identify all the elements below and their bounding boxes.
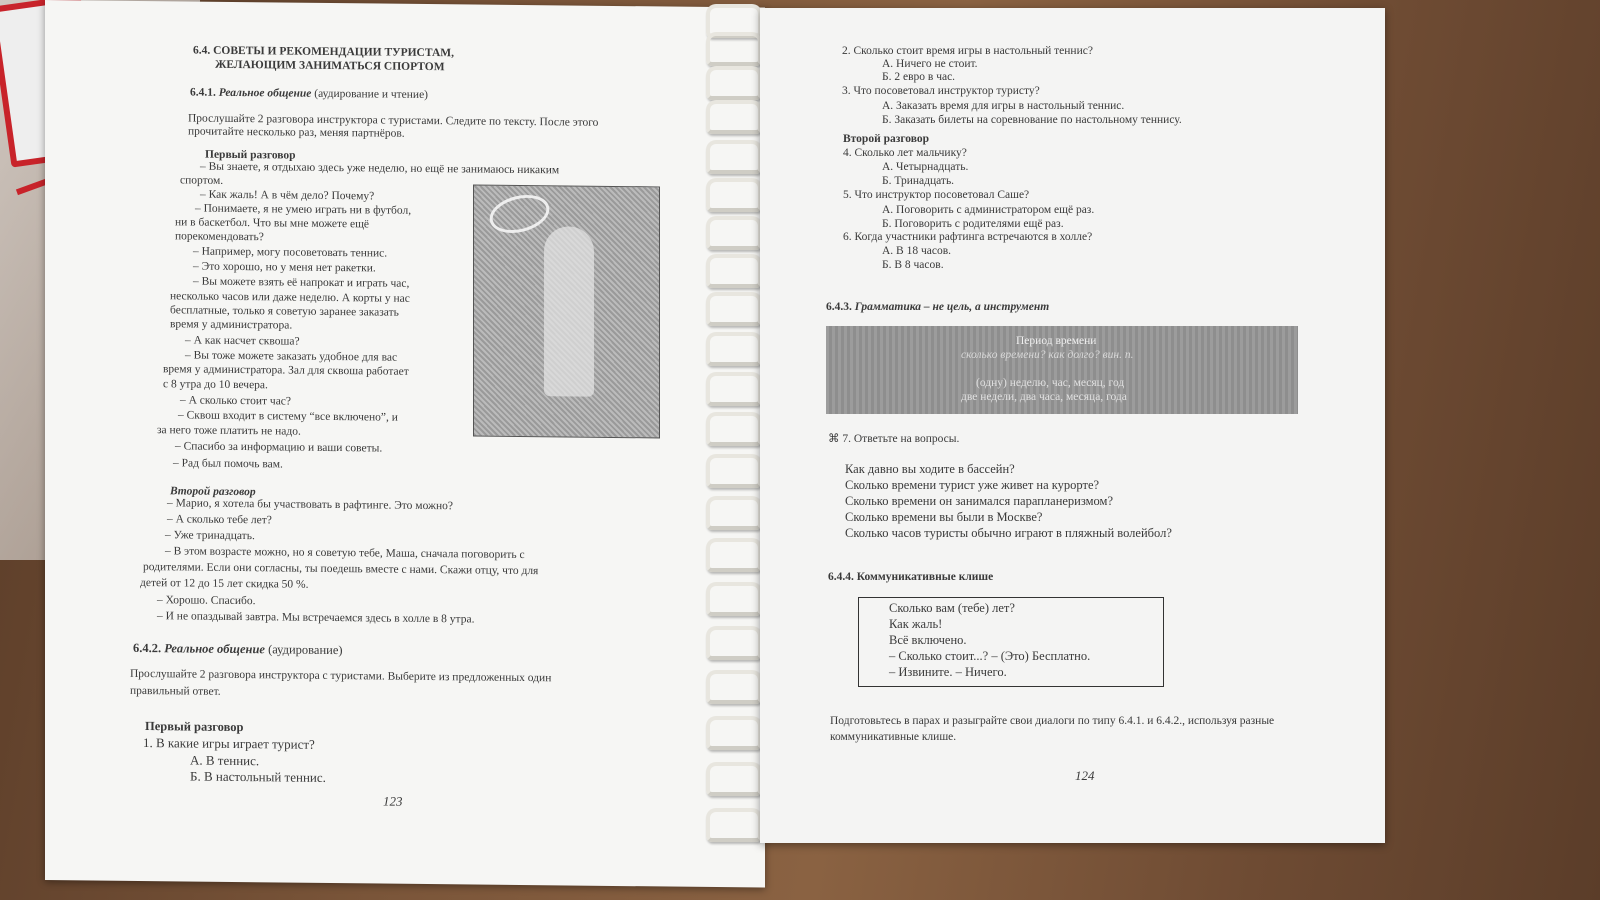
instruction: Прослушайте 2 разговора инструктора с туристами. Следите по тексту. После этого <box>188 112 599 129</box>
dialogue-line: время у администратора. Зал для сквоша работает <box>163 363 409 378</box>
exercise-7: ⌘ 7. Ответьте на вопросы. <box>828 433 960 445</box>
binding-ring <box>706 412 762 446</box>
binding-ring <box>706 454 762 488</box>
final-instruction: Подготовьтесь в парах и разыграйте свои диалоги по типу 6.4.1. и 6.4.2., используя разные <box>830 715 1275 727</box>
right-page <box>760 8 1385 843</box>
dialogue-line: – Сквош входит в систему “все включено”, и <box>178 409 398 424</box>
question: 4. Сколько лет мальчику? <box>843 147 967 159</box>
binding-ring <box>706 100 762 134</box>
dialogue-line: – Вы можете взять её напрокат и играть час, <box>193 275 410 290</box>
section-title-line2: ЖЕЛАЮЩИМ ЗАНИМАТЬСЯ СПОРТОМ <box>215 58 445 74</box>
page-number: 123 <box>383 793 403 809</box>
dialogue-line: – Например, могу посоветовать теннис. <box>193 245 388 260</box>
binding-ring <box>706 670 762 704</box>
cliche-box <box>858 597 1164 687</box>
dialogue-line: время у администратора. <box>170 318 293 332</box>
binding-ring <box>706 66 762 100</box>
answer-option: А. В 18 часов. <box>882 245 952 257</box>
binding-ring <box>706 626 762 660</box>
dialogue-line: – Спасибо за информацию и ваши советы. <box>175 440 383 455</box>
dialogue-line: родителями. Если они согласны, ты поедешь вместе с нами. Скажи отцу, что для <box>143 561 539 578</box>
binding-ring <box>706 140 762 174</box>
binding-ring <box>706 716 762 750</box>
dialogue-line: – Марио, я хотела бы участвовать в рафтинге. Это можно? <box>167 497 453 513</box>
dialogue-line: детей от 12 до 15 лет скидка 50 %. <box>140 576 309 591</box>
spiral-binding <box>706 0 766 850</box>
exercise-question: Сколько времени он занимался парапланеризмом? <box>845 494 1114 508</box>
dialogue-line: – Вы тоже можете заказать удобное для вас <box>185 349 398 364</box>
answer-option: Б. В 8 часов. <box>882 259 944 271</box>
tennis-photo <box>473 184 660 438</box>
page-number: 124 <box>1075 768 1095 783</box>
subsection-641: 6.4.1. Реальное общение (аудирование и чтение) <box>190 86 429 102</box>
dialogue-line: – Уже тринадцать. <box>165 529 255 543</box>
binding-ring <box>706 292 762 326</box>
conversation-heading: Второй разговор <box>170 485 256 499</box>
answer-option: Б. Поговорить с родителями ещё раз. <box>882 218 1064 230</box>
dialogue-line: несколько часов или даже неделю. А корты у нас <box>170 290 410 305</box>
subsection-642: 6.4.2. Реальное общение (аудирование) <box>133 640 343 658</box>
exercise-question: Сколько времени вы были в Москве? <box>845 510 1043 524</box>
question: 2. Сколько стоит время игры в настольный теннис? <box>842 45 1093 57</box>
grammar-line: сколько времени? как долго? вин. п. <box>961 349 1134 361</box>
binding-ring <box>706 762 762 796</box>
racket-shape <box>485 189 553 239</box>
dialogue-line: – А сколько тебе лет? <box>167 513 272 527</box>
dialogue-line: – Как жаль! А в чём дело? Почему? <box>200 188 375 203</box>
binding-ring <box>706 582 762 616</box>
answer-option: Б. Заказать билеты на соревнование по настольному теннису. <box>882 114 1182 126</box>
binding-ring <box>706 216 762 250</box>
cliche-line: – Сколько стоит...? – (Это) Бесплатно. <box>889 649 1091 663</box>
exercise-question: Сколько часов туристы обычно играют в пляжный волейбол? <box>845 526 1172 540</box>
answer-option: А. Поговорить с администратором ещё раз. <box>882 204 1095 216</box>
grammar-title: Период времени <box>1016 335 1097 347</box>
answer-option: Б. 2 евро в час. <box>882 71 956 83</box>
cliche-line: Как жаль! <box>889 617 943 631</box>
section-title: 6.4. СОВЕТЫ И РЕКОМЕНДАЦИИ ТУРИСТАМ, <box>193 44 454 60</box>
question: 1. В какие игры играет турист? <box>143 735 315 752</box>
binding-ring <box>706 332 762 366</box>
dialogue-line: ни в баскетбол. Что вы мне можете ещё <box>175 216 370 231</box>
subsection-644: 6.4.4. Коммуникативные клише <box>828 571 994 583</box>
cliche-line: – Извините. – Ничего. <box>889 665 1007 679</box>
dialogue-line: за него тоже платить не надо. <box>157 424 301 438</box>
conversation-heading: Первый разговор <box>145 719 244 735</box>
answer-option: Б. Тринадцать. <box>882 175 955 187</box>
answer-option: А. Заказать время для игры в настольный теннис. <box>882 100 1125 112</box>
grammar-box <box>826 326 1298 414</box>
instruction: правильный ответ. <box>130 684 221 698</box>
dialogue-line: бесплатные, только я советую заранее заказать <box>170 304 399 319</box>
grammar-line: две недели, два часа, месяца, года <box>961 391 1127 403</box>
dialogue-line: – А сколько стоит час? <box>180 394 292 408</box>
final-instruction: коммуникативные клише. <box>830 731 957 743</box>
instruction: Прослушайте 2 разговора инструктора с туристами. Выберите из предложенных один <box>130 667 552 685</box>
question: 5. Что инструктор посоветовал Саше? <box>843 189 1030 201</box>
dialogue-line: порекомендовать? <box>175 230 264 244</box>
answer-option: Б. В настольный теннис. <box>190 768 326 785</box>
conversation-heading: Второй разговор <box>843 133 930 145</box>
binding-ring <box>706 254 762 288</box>
grammar-line: (одну) неделю, час, месяц, год <box>976 377 1125 389</box>
dialogue-line: – И не опаздывай завтра. Мы встречаемся здесь в холле в 8 утра. <box>157 610 475 626</box>
dialogue-line: – Понимаете, я не умею играть ни в футбол, <box>195 202 412 217</box>
binding-ring <box>706 496 762 530</box>
cliche-line: Всё включено. <box>889 633 967 647</box>
binding-ring <box>706 538 762 572</box>
answer-option: А. Четырнадцать. <box>882 161 969 173</box>
subsection-643: 6.4.3. Грамматика – не цель, а инструмент <box>826 301 1050 313</box>
dialogue-line: – Рад был помочь вам. <box>173 457 283 471</box>
dialogue-line: – В этом возрасте можно, но я советую тебе, Маша, сначала поговорить с <box>165 545 525 562</box>
left-page <box>45 0 765 888</box>
dialogue-line: с 8 утра до 10 вечера. <box>163 378 268 392</box>
binding-ring <box>706 808 762 842</box>
player-figure <box>544 226 594 397</box>
answer-option: А. Ничего не стоит. <box>882 58 978 70</box>
binding-ring <box>706 32 762 66</box>
binding-ring <box>706 178 762 212</box>
binding-ring <box>706 372 762 406</box>
question: 6. Когда участники рафтинга встречаются в холле? <box>843 231 1093 243</box>
dialogue-line: – Это хорошо, но у меня нет ракетки. <box>193 260 376 275</box>
answer-option: А. В теннис. <box>190 752 260 769</box>
conversation-heading: Первый разговор <box>205 148 296 162</box>
dialogue-line: спортом. <box>180 174 224 187</box>
dialogue-line: – Вы знаете, я отдыхаю здесь уже неделю, но ещё не занимаюсь никаким <box>200 160 560 177</box>
exercise-question: Сколько времени турист уже живет на курорте? <box>845 478 1100 492</box>
instruction: прочитайте несколько раз, меняя партнёров. <box>188 125 405 140</box>
exercise-question: Как давно вы ходите в бассейн? <box>845 462 1015 476</box>
headphones-icon: ⌘ <box>828 433 840 445</box>
question: 3. Что посоветовал инструктор туристу? <box>842 85 1040 97</box>
dialogue-line: – А как насчет сквоша? <box>185 334 300 348</box>
dialogue-line: – Хорошо. Спасибо. <box>157 594 256 608</box>
cliche-line: Сколько вам (тебе) лет? <box>889 601 1015 615</box>
